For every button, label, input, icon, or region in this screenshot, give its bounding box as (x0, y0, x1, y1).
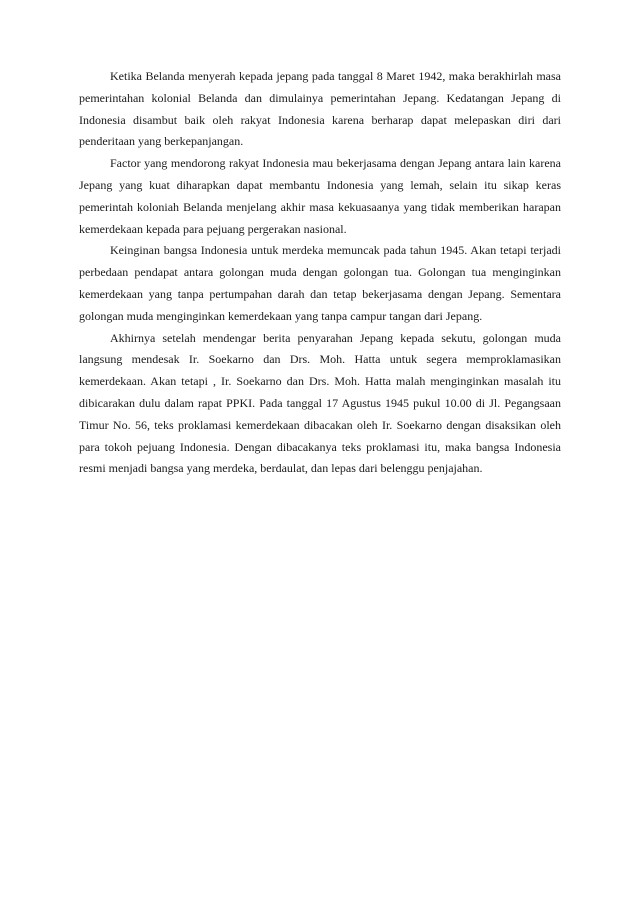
paragraph-2: Factor yang mendorong rakyat Indonesia mau bekerjasama dengan Jepang antara lain karena Jepang yang kuat diharapkan dapat membantu Indonesia yang lemah, selain itu sikap keras pemerintah koloniah Belanda menjelang akhir masa kekuasaanya yang tidak memberikan harapan kemerdekaan kepada para pejuang pergerakan nasional. (79, 156, 561, 236)
paragraph-1: Ketika Belanda menyerah kepada jepang pada tanggal 8 Maret 1942, maka berakhirlah masa pemerintahan kolonial Belanda dan dimulainya pemerintahan Jepang. Kedatangan Jepang di Indonesia disambut baik oleh rakyat Indonesia karena berharap dapat melepaskan diri dari penderitaan yang berkepanjangan. (79, 69, 561, 149)
paragraph-3: Keinginan bangsa Indonesia untuk merdeka memuncak pada tahun 1945. Akan tetapi terjadi perbedaan pendapat antara golongan muda dengan golongan tua. Golongan tua menginginkan kemerdekaan yang tanpa pertumpahan darah dan tetap bekerjasama dengan Jepang. Sementara golongan muda menginginkan kemerdekaan yang tanpa campur tangan dari Jepang. (79, 243, 561, 323)
body-text (79, 66, 561, 480)
paragraph-4: Akhirnya setelah mendengar berita penyarahan Jepang kepada sekutu, golongan muda langsung mendesak Ir. Soekarno dan Drs. Moh. Hatta untuk segera memproklamasikan kemerdekaan. Akan tetapi , Ir. Soekarno dan Drs. Moh. Hatta malah menginginkan masalah itu dibicarakan dulu dalam rapat PPKI. Pada tanggal 17 Agustus 1945 pukul 10.00 di Jl. Pegangsaan Timur No. 56, teks proklamasi kemerdekaan dibacakan oleh Ir. Soekarno dengan disaksikan oleh para tokoh pejuang Indonesia. Dengan dibacakanya teks proklamasi itu, maka bangsa Indonesia resmi menjadi bangsa yang merdeka, berdaulat, dan lepas dari belenggu penjajahan. (79, 330, 561, 476)
